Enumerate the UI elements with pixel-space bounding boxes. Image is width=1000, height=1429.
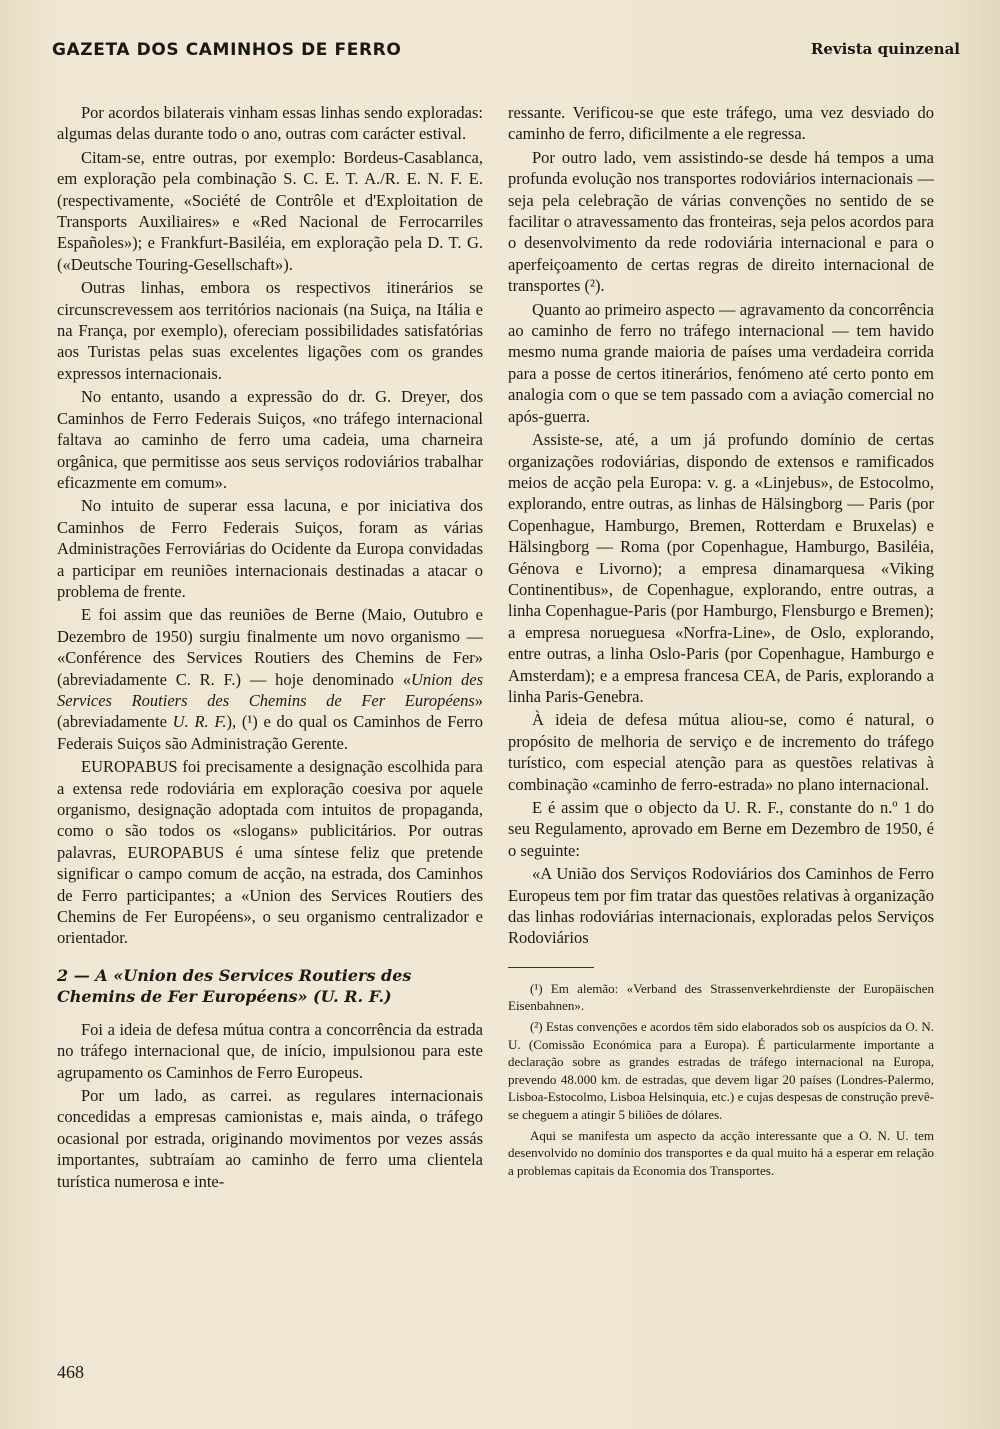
paragraph: Por um lado, as carrei. as regulares internacionais concedidas a empresas camionistas e, mais ainda, o tráfego ocasional por estrada, originando movimentos por vezes assás importantes, subtraíam ao caminho de ferro uma clientela turística numerosa e inte-	[57, 1086, 483, 1191]
journal-subtitle: Revista quinzenal	[810, 40, 960, 58]
right-column	[508, 102, 934, 1182]
paragraph: Por outro lado, vem assistindo-se desde há tempos a uma profunda evolução nos transportes rodoviários internacionais — seja pela celebração de várias convenções no sentido de se facilitar o atravessamento das fronteiras, seja pelos acordos para o desenvolvimento da rede rodoviária internacional e para o aperfeiçoamento de certas regras de direito internacional de transportes (²).	[508, 147, 934, 296]
running-header	[52, 40, 960, 70]
paragraph: No intuito de superar essa lacuna, e por iniciativa dos Caminhos de Ferro Federais Suiços, foram as várias Administrações Ferroviárias do Ocidente da Europa convidadas a participar em reuniões internacionais destinadas a atacar o problema de frente.	[57, 496, 483, 601]
left-column	[57, 102, 483, 1194]
italic-run: U. R. F.	[172, 712, 227, 732]
paragraph: E é assim que o objecto da U. R. F., constante do n.º 1 do seu Regulamento, aprovado em Berne em Dezembro de 1950, é o seguinte:	[508, 798, 934, 860]
footnote: (¹) Em alemão: «Verband des Strassenverkehrdienste der Europäischen Eisenbahnen».	[508, 980, 934, 1014]
paragraph	[57, 604, 483, 754]
paragraph: Outras linhas, embora os respectivos itinerários se circunscrevessem aos territórios nacionais (na Suiça, na Itália e na França, por exemplo), ofereciam possibilidades satisfatórias aos Turistas pelas suas excelentes ligações com os grandes expressos internacionais.	[57, 278, 483, 383]
paragraph: Foi a ideia de defesa mútua contra a concorrência da estrada no tráfego internacional que, de início, impulsionou para este agrupamento os Caminhos de Ferro Europeus.	[57, 1019, 483, 1082]
paragraph: No entanto, usando a expressão do dr. G. Dreyer, dos Caminhos de Ferro Federais Suiços, «no tráfego internacional faltava ao caminho de ferro uma cadeia, uma charneira orgânica, que permitisse aos seus serviços rodoviários trabalhar eficazmente em comum».	[57, 387, 483, 492]
text-run: » (abreviadamente	[57, 690, 483, 732]
paragraph: Citam-se, entre outras, por exemplo: Bordeus-Casablanca, em exploração pela combinação S. C. E. T. A./R. E. N. F. E. (respectivamente, «Société de Contrôle et d'Exploitation de Transports Auxiliaires» e «Red Nacional de Ferrocarriles Españoles»); e Frankfurt-Basiléia, em exploração pela D. T. G. («Deutsche Touring-Gesellschaft»).	[57, 147, 483, 274]
paragraph: Assiste-se, até, a um já profundo domínio de certas organizações rodoviárias, dispondo de extensos e ramificados meios de acção pela Europa: v. g. a «Linjebus», de Estocolmo, explorando, entre outras, as linhas de Hälsingborg — Paris (por Copenhague, Hamburgo, Bremen, Rotterdam e Bruxelas) e Hälsingborg — Roma (por Copenhague, Hamburgo, Basiléia, Génova e Livorno); a empresa dinamarquesa «Viking Continentibus», de Copenhague, explorando, entre outras, a linha Copenhague-Paris (por Hamburgo, Flensburgo e Bremen); a empresa norueguesa «Norfra-Line», de Oslo, explorando, entre outras, a linha Oslo-Paris (por Copenhague, Hamburgo e Amsterdam); e a empresa francesa CEA, de Paris, explorando a linha Paris-Genebra.	[508, 430, 934, 706]
paragraph: EUROPABUS foi precisamente a designação escolhida para a extensa rede rodoviária em exploração coesiva por aquele organismo, designação adoptada com intuitos de propaganda, como o são todos os «slogans» publicitários. Por outras palavras, EUROPABUS é uma síntese feliz que pretende significar o campo comum de acção, na estrada, dos Caminhos de Ferro participantes; a «Union des Services Routiers des Chemins de Fer Européens», o seu organismo centralizador e orientador.	[57, 757, 483, 948]
paragraph: ressante. Verificou-se que este tráfego, uma vez desviado do caminho de ferro, dificilmente a ele regressa.	[508, 103, 934, 144]
section-heading: 2 — A «Union des Services Routiers des Chemins de Fer Européens» (U. R. F.)	[57, 965, 412, 1006]
italic-run: Union des Services Routiers des Chemins de Fer Européens	[57, 669, 483, 710]
paragraph: À ideia de defesa mútua aliou-se, como é natural, o propósito de melhoria de serviço e de incremento do tráfego turístico, com especial atenção para as questões relativas à combinação «caminho de ferro-estrada» no plano internacional.	[508, 710, 934, 794]
footnote: (²) Estas convenções e acordos têm sido elaborados sob os auspícios da O. N. U. (Comissão Económica para a Europa). É particularmente importante a declaração sobre as grandes estradas de tráfego internacional na Europa, prevendo 48.000 km. de estradas, que devem ligar 20 países (Londres-Palermo, Lisboa-Estocolmo, Lisboa Helsinquia, etc.) e cujas despesas de construção prevê-se cheguem a atingir 5 biliões de dólares.	[508, 1019, 934, 1122]
paragraph: Quanto ao primeiro aspecto — agravamento da concorrência ao caminho de ferro no tráfego internacional — tem havido mesmo numa grande maioria de países uma verdadeira corrida para a posse de certos itinerários, fenómeno até certo ponto em analogia com o que se tem passado com a aviação comercial no após-guerra.	[508, 299, 934, 426]
paragraph: Por acordos bilaterais vinham essas linhas sendo exploradas: algumas delas durante todo o ano, outras com carácter estival.	[57, 103, 483, 144]
footnotes	[508, 980, 934, 1180]
footnote-divider	[508, 967, 594, 968]
page-number: 468	[57, 1362, 84, 1382]
text-run: ), (¹) e do qual os Caminhos de Ferro Federais Suiços são Administração Gerente.	[57, 712, 483, 753]
text-run: E foi assim que das reuniões de Berne (Maio, Outubro e Dezembro de 1950) surgiu finalmente um novo organismo — «Conférence des Services Routiers des Chemins de Fer» (abreviadamente C. R. F.) — hoje denominado «	[57, 605, 483, 689]
footnote: Aqui se manifesta um aspecto da acção interessante que a O. N. U. tem desenvolvido no domínio dos transportes e da qual muito há a esperar em relação a problemas capitais da Economia dos Transportes.	[508, 1127, 934, 1178]
paragraph: «A União dos Serviços Rodoviários dos Caminhos de Ferro Europeus tem por fim tratar das questões relativas à organização das linhas rodoviárias internacionais, exploradas pelos Serviços Rodoviários	[508, 864, 934, 948]
journal-title: GAZETA DOS CAMINHOS DE FERRO	[52, 40, 402, 60]
